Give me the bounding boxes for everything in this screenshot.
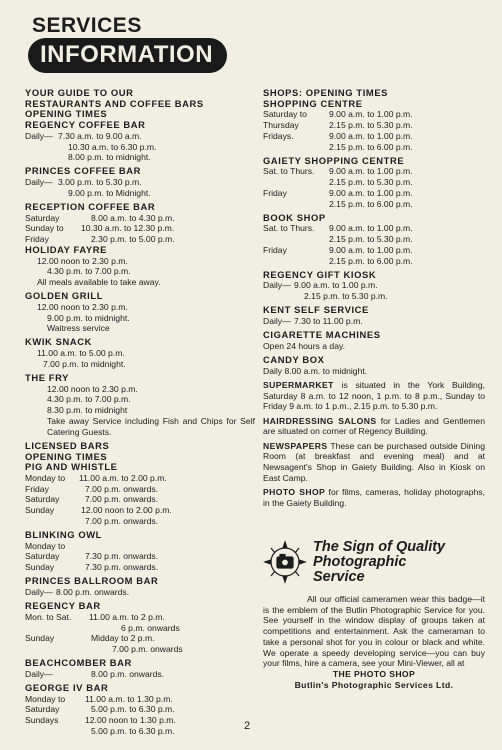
schedule-time: 8.00 p.m. to midnight. [68,152,151,163]
schedule-time: 9.00 a.m. to 1.00 p.m. [329,166,413,177]
schedule-day [25,359,43,370]
schedule-time: 9.00 a.m. to 1.00 p.m. [329,109,413,120]
schedule-time: 2.15 p.m. to 6.00 p.m. [329,255,413,266]
schedule-time: 10.30 a.m. to 6.30 p.m. [68,141,157,152]
section-heading: REGENCY GIFT KIOSK [263,268,377,280]
section-heading: YOUR GUIDE TO OUR [25,87,134,98]
schedule-day [25,726,91,737]
section-heading: OPENING TIMES [25,108,108,120]
section-heading: CANDY BOX [263,354,325,366]
schedule-line [25,715,255,726]
section-heading: CIGARETTE MACHINES [263,329,381,341]
schedule-line [25,348,255,359]
service-name: SUPERMARKET [263,380,334,391]
schedule-line [25,633,255,644]
photo-company-name: Butlin's Photographic Services Ltd. [294,679,454,690]
schedule-day [263,291,304,302]
schedule-line [25,277,255,288]
badge-description [263,594,485,690]
schedule-day: Friday [263,187,287,198]
schedule-day: Daily— [25,130,53,141]
service-paragraph: PHOTO SHOP for films, cameras, holiday photographs, in the Gaiety Building. [263,486,485,508]
schedule-time: 9.00 a.m. to 1.00 p.m. [329,244,413,255]
schedule-time [85,541,255,552]
schedule-line [25,302,255,313]
schedule-time: 12.00 noon to 1.30 p.m. [85,715,176,726]
schedule-line [25,587,255,598]
schedule-day: Saturday [25,494,60,505]
section-heading: BEACHCOMBER BAR [25,657,132,669]
schedule-day: Sat. to Thurs. [263,166,315,177]
schedule-time: 7.00 p.m. onwards. [85,494,159,505]
schedule-day [25,142,68,153]
schedule-day [25,188,68,199]
section-heading: BLINKING OWL [25,528,102,540]
section-heading: LICENSED BARS [25,439,110,451]
schedule-day [25,348,37,359]
schedule-day: Sundays [25,715,59,726]
schedule-time: 8.00 p.m. onwards. [56,586,130,597]
schedule-line [263,280,485,291]
section-heading: PRINCES COFFEE BAR [25,165,142,177]
schedule-day [263,142,329,153]
section-heading: SHOPS: OPENING TIMES [263,87,389,98]
section-heading: RESTAURANTS AND COFFEE BARS [25,97,204,109]
schedule-day [263,199,329,210]
schedule-time: Midday to 2 p.m. [91,633,155,644]
schedule-time: 7.00 p.m. onwards [112,643,183,654]
schedule-line [263,223,485,234]
schedule-day [25,516,85,527]
section-heading: GEORGE IV BAR [25,682,109,694]
schedule-time: 4.30 p.m. to 7.00 p.m. [47,266,131,277]
section-heading: REGENCY BAR [25,600,101,612]
schedule-time: 4.30 p.m. to 7.00 p.m. [47,394,131,405]
section-heading: GAIETY SHOPPING CENTRE [263,154,405,166]
quality-title-line1: The Sign of Quality [313,539,446,555]
schedule-day: Sunday to [25,223,64,234]
schedule-time: 8.00 a.m. to 4.30 p.m. [91,212,175,223]
schedule-line [25,177,255,188]
schedule-day: Daily— [25,668,53,679]
schedule-line [25,188,255,199]
section-heading: HOLIDAY FAYRE [25,243,107,255]
schedule-line [263,291,485,302]
schedule-line [25,541,255,552]
schedule-time: 5.00 p.m. to 6.30 p.m. [91,725,175,736]
schedule-day: Friday [25,234,49,245]
schedule-line [25,384,255,395]
section-heading: KENT SELF SERVICE [263,304,369,316]
schedule-day [25,313,47,324]
info-line: Open 24 hours a day. [263,340,346,351]
schedule-time: 9.00 p.m. to Midnight. [68,187,151,198]
schedule-time: 9.00 a.m. to 1.00 p.m. [294,280,378,291]
right-column [263,88,485,508]
section-heading: PRINCES BALLROOM BAR [25,575,159,587]
schedule-line [25,562,255,573]
schedule-time: 7.30 to 11.00 p.m. [294,316,363,327]
schedule-time: 2.15 p.m. to 5.30 p.m. [329,234,413,245]
schedule-line [25,669,255,680]
schedule-line [263,256,485,267]
schedule-day [25,323,47,334]
schedule-time: 11.00 a.m. to 2.00 p.m. [79,472,167,483]
schedule-line [263,131,485,142]
schedule-day: Mon. to Sat. [25,611,72,622]
schedule-line [25,213,255,224]
section-heading: KWIK SNACK [25,336,92,348]
schedule-time: 11.00 a.m. to 5.00 p.m. [37,348,125,359]
schedule-line [25,644,255,655]
schedule-line [263,142,485,153]
schedule-line [263,109,485,120]
schedule-line [25,623,255,634]
schedule-line [263,120,485,131]
schedule-time: 2.30 p.m. to 5.00 p.m. [91,234,175,245]
schedule-day: Monday to [25,472,66,483]
schedule-day [25,277,37,288]
schedule-line [25,323,255,334]
service-name: PHOTO SHOP [263,486,326,497]
section-heading: THE FRY [25,372,69,384]
schedule-day [25,302,37,313]
quality-title [313,540,445,585]
quality-title-line3: Service [313,569,365,585]
section-heading: OPENING TIMES [25,450,108,462]
schedule-day: Sunday [25,562,55,573]
schedule-day: Saturday [25,212,60,223]
services-heading: SERVICES [32,14,142,37]
schedule-line [25,505,255,516]
camera-badge-logo [263,540,307,584]
service-name: HAIRDRESSING SALONS [263,415,377,426]
schedule-time: 2.15 p.m. to 5.30 p.m. [304,291,388,302]
section-heading: REGENCY COFFEE BAR [25,119,146,131]
schedule-time: 9.00 a.m. to 1.00 p.m. [329,130,413,141]
schedule-line [25,131,255,142]
schedule-day: Sat. to Thurs. [263,223,315,234]
schedule-day: Daily— [25,586,53,597]
schedule-line [25,152,255,163]
schedule-line [263,166,485,177]
schedule-time: 9.00 p.m. to midnight. [47,312,130,323]
schedule-day [263,177,329,188]
schedule-time: 12.00 noon to 2.30 p.m. [37,255,128,266]
schedule-day [25,644,112,655]
info-line: Daily 8.00 a.m. to midnight. [263,365,368,376]
schedule-time: 12.00 noon to 2.30 p.m. [47,383,138,394]
schedule-time: 7.30 p.m. onwards. [85,551,159,562]
schedule-day: Daily— [25,177,53,188]
page-number: 2 [244,720,251,732]
schedule-day [25,256,37,267]
schedule-line: Take away Service including Fish and Chips for Self Catering Guests. [47,415,255,437]
schedule-line [25,694,255,705]
schedule-line [25,612,255,623]
schedule-day: Daily— [263,280,291,291]
schedule-line [25,726,255,737]
schedule-time: 9.00 a.m. to 1.00 p.m. [329,187,413,198]
section-heading: RECEPTION COFFEE BAR [25,201,156,213]
schedule-time: 2.15 p.m. to 6.00 p.m. [329,141,413,152]
schedule-time: All meals available to take away. [37,276,161,287]
schedule-day: Saturday [25,704,60,715]
schedule-line [25,256,255,267]
schedule-day: Thursday [263,120,299,131]
schedule-line [263,199,485,210]
schedule-day [25,394,47,405]
schedule-day: Sunday [25,633,55,644]
section-heading: BOOK SHOP [263,211,326,223]
schedule-line [25,516,255,527]
schedule-line [25,142,255,153]
schedule-time: 3.00 p.m. to 5.30 p.m. [58,177,142,188]
schedule-line [25,359,255,370]
schedule-line [263,177,485,188]
schedule-time: 12.00 noon to 2.30 p.m. [37,301,128,312]
photo-shop-name: THE PHOTO SHOP [332,668,416,679]
schedule-line [25,484,255,495]
schedule-day: Saturday to [263,109,307,120]
schedule-line [25,494,255,505]
service-paragraph: HAIRDRESSING SALONS for Ladies and Gentlemen are situated on corner of Regency Building. [263,415,485,437]
information-heading: INFORMATION [28,38,227,73]
schedule-time: 7.00 p.m. to midnight. [43,358,126,369]
schedule-time: 2.15 p.m. to 5.30 p.m. [329,120,413,131]
schedule-day: Friday [263,244,287,255]
schedule-line [25,473,255,484]
schedule-day [263,234,329,245]
schedule-time: 8.30 p.m. to midnight [47,405,128,416]
schedule-day [263,256,329,267]
schedule-day [25,405,47,416]
section-heading: SHOPPING CENTRE [263,97,363,109]
badge-body: All our official cameramen wear this badge—it is the emblem of the Butlin Photographic Service for you. See yourself in the window display of groups taken at competitions and entertainment. Ask the cameraman to take a personal shot for you in colour or black and white. We operate a speedy developing service—you can buy your films, hire a camera, see your Mini-Viewer, all at [263,594,485,669]
service-paragraph: NEWSPAPERS These can be purchased outside Dining Room (at breakfast and evening meal) and at Newsagent's Shop in Gaiety Building. Also in Kiosk on East Camp. [263,440,485,483]
schedule-day [25,152,68,163]
schedule-line [263,234,485,245]
schedule-line [25,405,255,416]
schedule-day: Friday [25,483,49,494]
schedule-day: Daily— [263,316,291,327]
section-heading: GOLDEN GRILL [25,290,104,302]
schedule-time: 7.30 p.m. onwards. [85,562,159,573]
schedule-line [263,316,485,327]
schedule-time: 8.00 p.m. onwards. [91,668,165,679]
left-column [25,88,255,737]
schedule-time: 11.00 a.m. to 1.30 p.m. [85,693,173,704]
schedule-time: 9.00 a.m. to 1.00 p.m. [329,223,413,234]
schedule-day: Monday to [25,693,66,704]
schedule-time: 12.00 noon to 2.00 p.m. [81,505,172,516]
schedule-line [25,266,255,277]
schedule-time: 2.15 p.m. to 5.30 p.m. [329,177,413,188]
schedule-line [25,223,255,234]
schedule-line [263,245,485,256]
section-heading: PIG AND WHISTLE [25,461,118,473]
schedule-line [25,313,255,324]
schedule-time: 7.00 p.m. onwards. [85,515,159,526]
service-name: NEWSPAPERS [263,440,328,451]
schedule-time: 10.30 a.m. to 12.30 p.m. [81,223,175,234]
quality-title-line2: Photographic [313,554,407,570]
schedule-day: Monday to [25,540,66,551]
schedule-day [25,266,47,277]
schedule-line [25,394,255,405]
schedule-time: Waitress service [47,323,110,334]
schedule-time: 6 p.m. onwards [121,622,180,633]
schedule-day: Saturday [25,551,60,562]
schedule-time: 5.00 p.m. to 6.30 p.m. [91,704,175,715]
schedule-time: 7.00 p.m. onwards. [85,483,159,494]
schedule-line [25,551,255,562]
schedule-line [263,188,485,199]
schedule-day: Fridays. [263,130,294,141]
schedule-day [25,384,47,395]
schedule-time: 2.15 p.m. to 6.00 p.m. [329,198,413,209]
schedule-line [25,704,255,715]
schedule-time: 7.30 a.m. to 9.00 a.m. [58,130,142,141]
schedule-time: 11.00 a.m. to 2 p.m. [89,611,165,622]
schedule-day: Sunday [25,505,55,516]
schedule-day [25,623,121,634]
service-paragraph: SUPERMARKET is situated in the York Building, Saturday 8 a.m. to 12 noon, 1 p.m. to 8 p.m., Sunday to Friday 9 a.m. to 1 p.m., 2.15 p.m. to 5.30 p.m. [263,380,485,412]
